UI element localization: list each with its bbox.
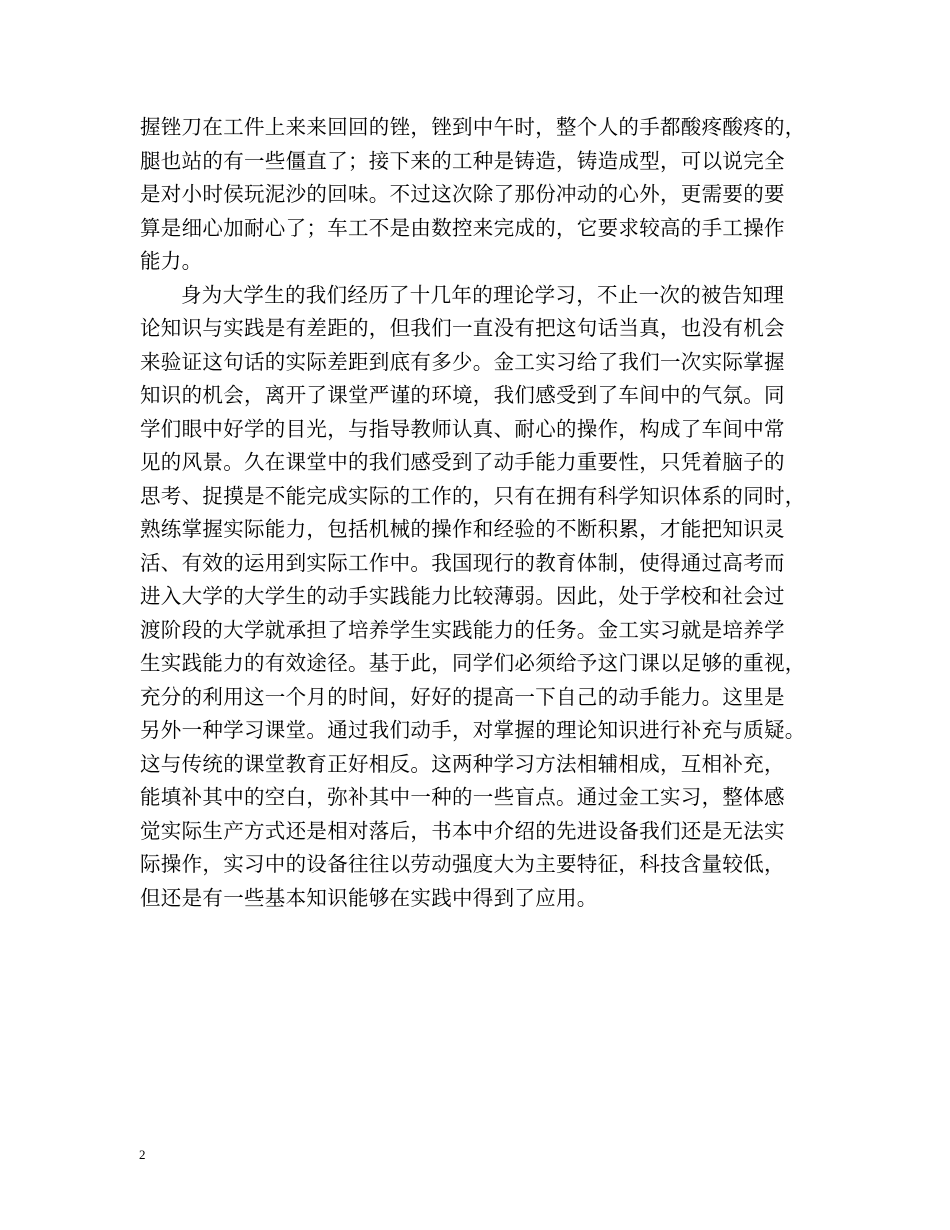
text-line: 另外一种学习课堂。通过我们动手，对掌握的理论知识进行补充与质疑。 <box>140 718 806 742</box>
text-line: 际操作，实习中的设备往往以劳动强度大为主要特征，科技含量较低， <box>140 852 785 876</box>
text-line: 熟练掌握实际能力，包括机械的操作和经验的不断积累，才能把知识灵 <box>140 517 785 541</box>
text-line: 是对小时侯玩泥沙的回味。不过这次除了那份冲动的心外，更需要的要 <box>140 182 785 206</box>
text-line: 能填补其中的空白，弥补其中一种的一些盲点。通过金工实习，整体感 <box>140 785 785 809</box>
page-number: 2 <box>139 1147 146 1162</box>
text-line: 学们眼中好学的目光，与指导教师认真、耐心的操作，构成了车间中常 <box>140 416 785 441</box>
text-line: 生实践能力的有效途径。基于此，同学们必须给予这门课以足够的重视， <box>140 651 806 675</box>
text-line: 活、有效的运用到实际工作中。我国现行的教育体制，使得通过高考而 <box>140 550 785 575</box>
text-line: 进入大学的大学生的动手实践能力比较薄弱。因此，处于学校和社会过 <box>140 584 785 608</box>
text-line: 这与传统的课堂教育正好相反。这两种学习方法相辅相成，互相补充， <box>140 751 785 776</box>
text-line: 论知识与实践是有差距的，但我们一直没有把这句话当真，也没有机会 <box>140 316 785 340</box>
text-line: 觉实际生产方式还是相对落后，书本中介绍的先进设备我们还是无法实 <box>140 818 785 843</box>
text-line: 见的风景。久在课堂中的我们感受到了动手能力重要性，只凭着脑子的 <box>140 450 785 474</box>
text-line: 思考、捉摸是不能完成实际的工作的，只有在拥有科学知识体系的同时， <box>140 483 806 508</box>
text-line: 握锉刀在工件上来来回回的锉，锉到中午时，整个人的手都酸疼酸疼的， <box>140 115 806 139</box>
body-text <box>140 111 830 915</box>
paragraph-first-line: 身为大学生的我们经历了十几年的理论学习，不止一次的被告知理 <box>181 282 785 307</box>
text-line: 知识的机会，离开了课堂严谨的环境，我们感受到了车间中的气氛。同 <box>140 383 785 407</box>
text-line: 但还是有一些基本知识能够在实践中得到了应用。 <box>140 885 598 910</box>
text-line: 来验证这句话的实际差距到底有多少。金工实习给了我们一次实际掌握 <box>140 349 785 374</box>
text-line: 腿也站的有一些僵直了；接下来的工种是铸造，铸造成型，可以说完全 <box>140 148 785 173</box>
text-line: 充分的利用这一个月的时间，好好的提高一下自己的动手能力。这里是 <box>140 684 785 709</box>
text-line: 能力。 <box>140 249 203 273</box>
text-line: 渡阶段的大学就承担了培养学生实践能力的任务。金工实习就是培养学 <box>140 617 785 642</box>
text-line: 算是细心加耐心了；车工不是由数控来完成的，它要求较高的手工操作 <box>140 215 785 240</box>
